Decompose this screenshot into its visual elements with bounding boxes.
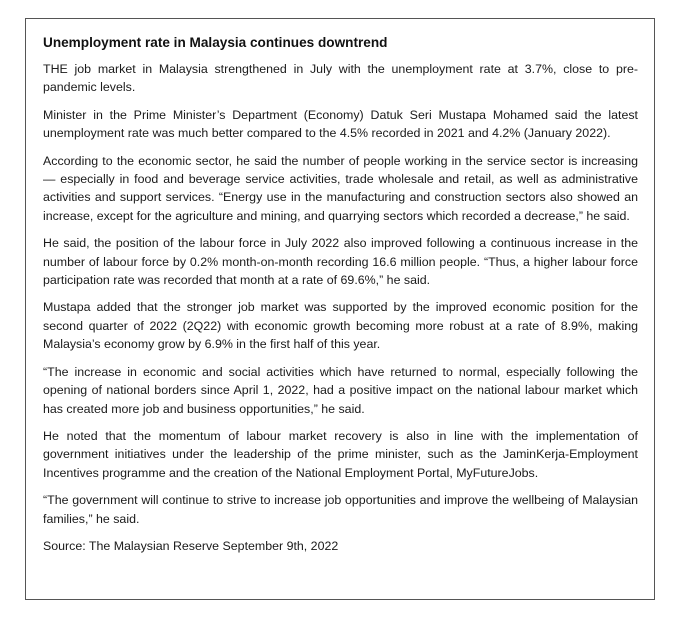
paragraph-job-market: THE job market in Malaysia strengthened in July with the unemployment rate at 3.7%, close to pre-pandemic levels.	[43, 62, 638, 95]
paragraph-closing-quote: “The government will continue to strive to increase job opportunities and improve the wellbeing of Malaysian families,” he said.	[43, 493, 638, 526]
article-source: Source: The Malaysian Reserve September 9th, 2022	[43, 538, 339, 553]
paragraph-government-initiatives: He noted that the momentum of labour market recovery is also in line with the implementation of government initiatives under the leadership of the prime minister, such as the JaminKerja-Employment Incentives programme and the creation of the National Employment Portal, MyFutureJobs.	[43, 428, 638, 480]
article-headline: Unemployment rate in Malaysia continues downtrend	[43, 35, 388, 50]
paragraph-economic-sector: According to the economic sector, he said the number of people working in the service sector is increasing — especially in food and beverage service activities, trade wholesale and retail, as well as administrative activities and support services. “Energy use in the manufacturing and construction sectors also showed an increase, except for the agriculture and mining, and quarrying sectors which recorded a decrease,” he said.	[43, 153, 638, 223]
paragraph-minister-statement: Minister in the Prime Minister’s Department (Economy) Datuk Seri Mustapa Mohamed said the latest unemployment rate was much better compared to the 4.5% recorded in 2021 and 4.2% (January 2022).	[43, 107, 638, 141]
paragraph-labour-force: He said, the position of the labour force in July 2022 also improved following a continuous increase in the number of labour force by 0.2% month-on-month recording 16.6 million people. “Thus, a higher labour force participation rate was recorded that month at a rate of 69.6%,” he said.	[43, 236, 638, 288]
article-box	[25, 18, 655, 600]
paragraph-economic-growth: Mustapa added that the stronger job market was supported by the improved economic position for the second quarter of 2022 (2Q22) with economic growth becoming more robust at a rate of 8.9%, making Malaysia’s economy grow by 6.9% in the first half of this year.	[43, 300, 638, 352]
paragraph-social-activities: “The increase in economic and social activities which have returned to normal, especially following the opening of national borders since April 1, 2022, had a positive impact on the national labour market which has created more job and business opportunities,” he said.	[43, 364, 638, 416]
